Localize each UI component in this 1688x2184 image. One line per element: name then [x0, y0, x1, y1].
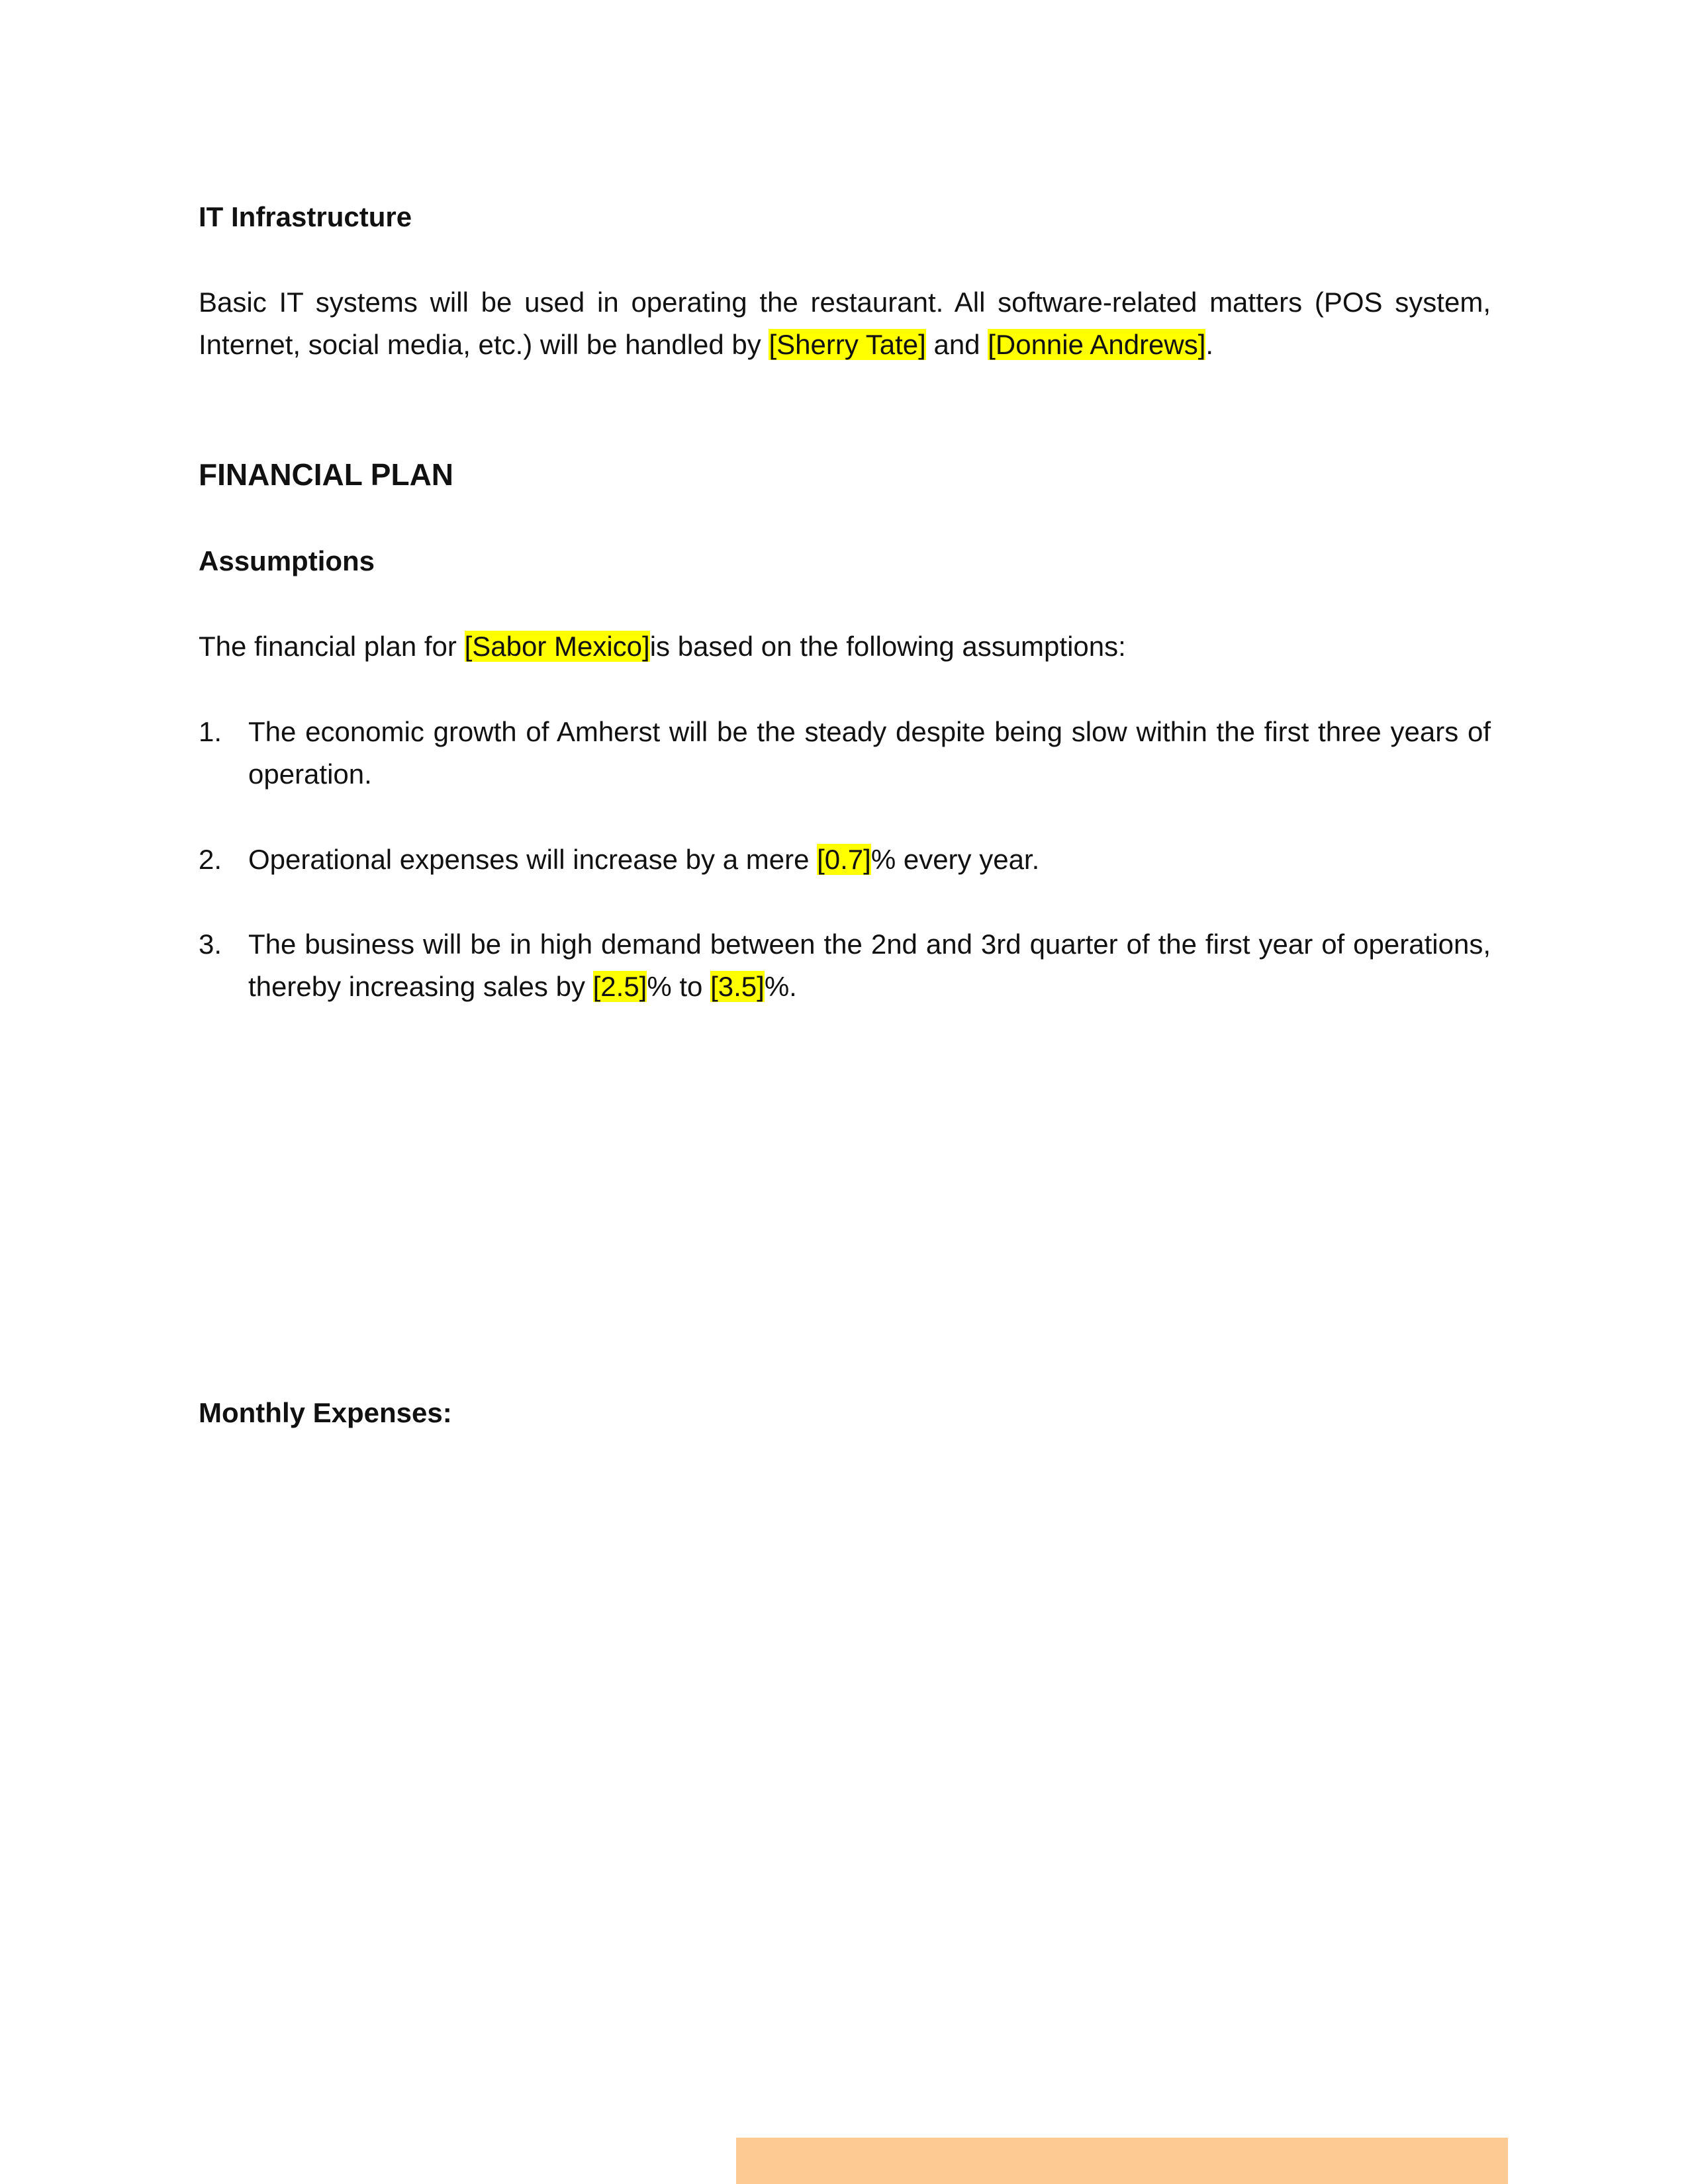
item-3-text-1: The business will be in high demand between the 2nd and 3rd quarter of the first year of operations, thereby increasing sales by — [248, 929, 1491, 1002]
highlight-name-1: [Sherry Tate] — [769, 329, 926, 360]
assumptions-intro — [199, 625, 1491, 668]
list-number: 2. — [199, 844, 222, 875]
list-item-text — [248, 923, 1491, 1008]
item-3-text-2: % to — [647, 971, 711, 1002]
assumption-item-2 — [199, 839, 1491, 881]
list-item-text — [248, 839, 1491, 881]
intro-text-2: is based on the following assumptions: — [649, 631, 1126, 662]
intro-text-1: The financial plan for — [199, 631, 465, 662]
monthly-expenses-heading: Monthly Expenses: — [199, 1397, 452, 1428]
highlight-business-name: [Sabor Mexico] — [464, 631, 650, 662]
assumption-item-3 — [199, 923, 1491, 1008]
item-2-text-1: Operational expenses will increase by a mere — [248, 844, 818, 875]
assumption-item-1 — [199, 711, 1491, 796]
list-number: 3. — [199, 929, 222, 960]
highlight-name-2: [Donnie Andrews] — [988, 329, 1206, 360]
item-3-text-3: %. — [764, 971, 797, 1002]
it-infrastructure-paragraph — [199, 281, 1491, 366]
financial-plan-heading: FINANCIAL PLAN — [199, 457, 454, 492]
it-text-2: and — [925, 329, 988, 360]
list-item-text: The economic growth of Amherst will be the steady despite being slow within the first three years of operation. — [248, 716, 1491, 790]
highlight-sales-high: [3.5] — [710, 971, 765, 1002]
highlight-expense-rate: [0.7] — [817, 844, 871, 875]
it-text-1: Basic IT systems will be used in operating the restaurant. All software-related matters (POS system, Internet, social media, etc.) will be handled by — [199, 287, 1491, 360]
it-infrastructure-heading: IT Infrastructure — [199, 201, 412, 232]
assumptions-heading: Assumptions — [199, 545, 375, 576]
expenses-table-header — [736, 2138, 1508, 2184]
item-2-text-2: % every year. — [870, 844, 1040, 875]
list-number: 1. — [199, 716, 222, 747]
it-text-3: . — [1205, 329, 1214, 360]
highlight-sales-low: [2.5] — [592, 971, 647, 1002]
